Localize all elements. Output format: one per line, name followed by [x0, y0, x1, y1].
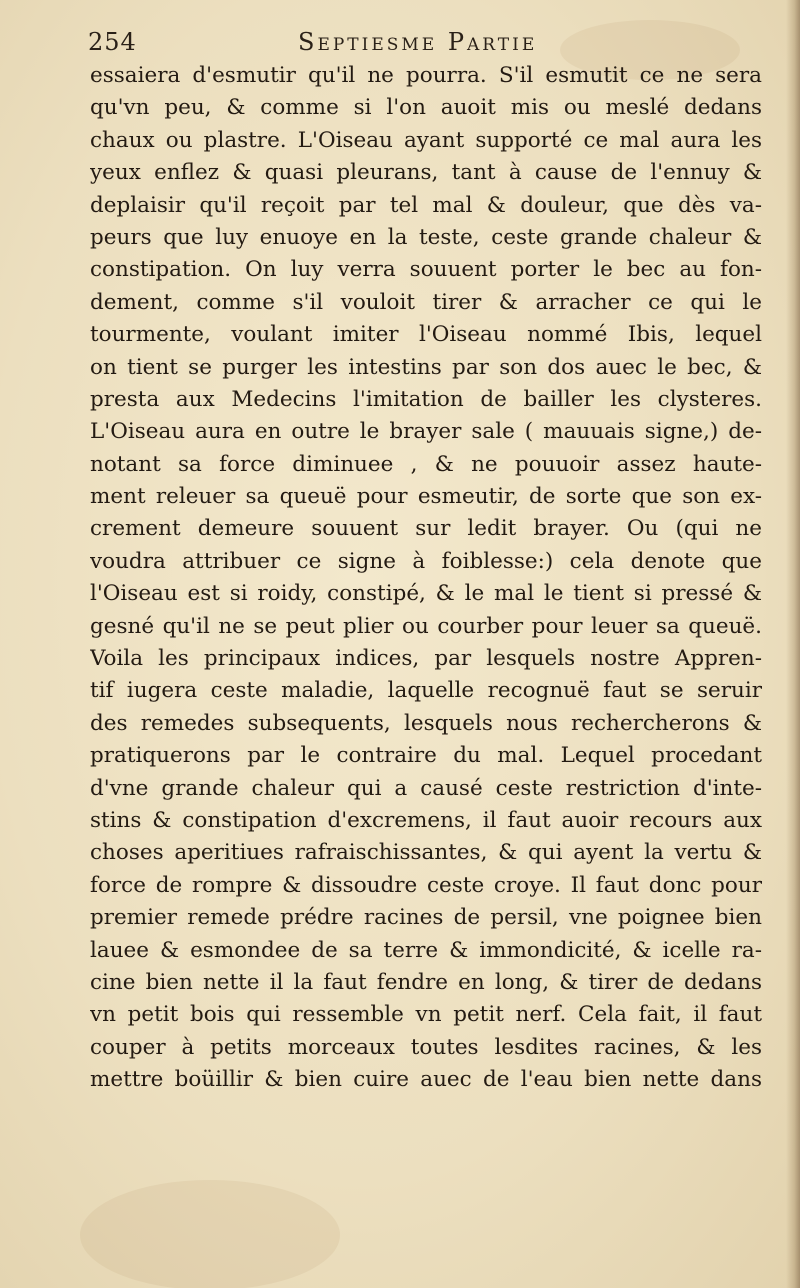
text-line: dement, comme s'il vouloit tirer & arracher ce qui le: [90, 289, 762, 315]
text-line: des remedes subsequents, lesquels nous rechercherons &: [90, 710, 762, 736]
paper-stain: [80, 1180, 340, 1288]
text-line: deplaisir qu'il reçoit par tel mal & douleur, que dès va-: [90, 192, 762, 218]
text-line: stins & constipation d'excremens, il faut auoir recours aux: [90, 807, 762, 833]
text-line: premier remede prédre racines de persil, vne poignee bien: [90, 905, 762, 931]
text-line: voudra attribuer ce signe à foiblesse:) cela denote que: [90, 548, 762, 574]
text-line: constipation. On luy verra souuent porter le bec au fon-: [90, 257, 762, 283]
text-line: qu'vn peu, & comme si l'on auoit mis ou meslé dedans: [90, 95, 762, 121]
text-line: peurs que luy enuoye en la teste, ceste grande chaleur &: [90, 224, 762, 250]
text-line: L'Oiseau aura en outre le brayer sale ( mauuais signe,) de-: [90, 419, 762, 445]
text-line: ment releuer sa queuë pour esmeutir, de sorte que son ex-: [90, 484, 762, 510]
text-line: notant sa force diminuee , & ne pouuoir assez haute-: [90, 451, 762, 477]
text-line: d'vne grande chaleur qui a causé ceste restriction d'inte-: [90, 775, 762, 801]
body-text: [90, 60, 762, 1097]
text-line: l'Oiseau est si roidy, constipé, & le mal le tient si pressé &: [90, 581, 762, 607]
text-line: cine bien nette il la faut fendre en long, & tirer de dedans: [90, 969, 762, 995]
page-number: 254: [88, 28, 137, 56]
text-line: tourmente, voulant imiter l'Oiseau nommé Ibis, lequel: [90, 322, 762, 348]
text-line: yeux enflez & quasi pleurans, tant à cause de l'ennuy &: [90, 160, 762, 186]
text-line: tif iugera ceste maladie, laquelle recognuë faut se seruir: [90, 678, 762, 704]
page-edge-shadow: [786, 0, 800, 1288]
text-line: essaiera d'esmutir qu'il ne pourra. S'il esmutit ce ne sera: [90, 63, 762, 88]
page-header: [88, 28, 728, 64]
running-head: Septiesme Partie: [298, 28, 538, 56]
text-line: on tient se purger les intestins par son dos auec le bec, &: [90, 354, 762, 380]
text-line: chaux ou plastre. L'Oiseau ayant supporté ce mal aura les: [90, 127, 762, 153]
text-line: presta aux Medecins l'imitation de bailler les clysteres.: [90, 386, 762, 412]
text-line: pratiquerons par le contraire du mal. Lequel procedant: [90, 743, 762, 769]
text-line: lauee & esmondee de sa terre & immondicité, & icelle ra-: [90, 937, 762, 963]
text-line: crement demeure souuent sur ledit brayer. Ou (qui ne: [90, 516, 762, 542]
text-line: Voila les principaux indices, par lesquels nostre Appren-: [90, 646, 762, 672]
text-line: force de rompre & dissoudre ceste croye. Il faut donc pour: [90, 872, 762, 898]
text-line: vn petit bois qui ressemble vn petit nerf. Cela fait, il faut: [90, 1002, 762, 1028]
text-line: gesné qu'il ne se peut plier ou courber pour leuer sa queuë.: [90, 613, 762, 639]
text-line: choses aperitiues rafraischissantes, & qui ayent la vertu &: [90, 840, 762, 866]
text-line: mettre boüillir & bien cuire auec de l'eau bien nette dans: [90, 1067, 762, 1093]
text-line: couper à petits morceaux toutes lesdites racines, & les: [90, 1034, 762, 1060]
